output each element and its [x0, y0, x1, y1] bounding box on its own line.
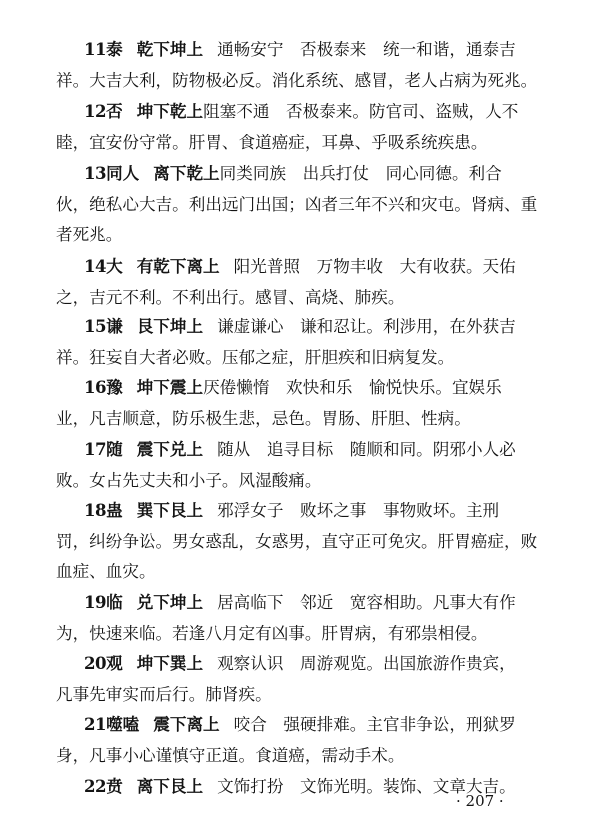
trigram-composition: 有乾下离上 [136, 256, 220, 276]
entry-first-line [84, 251, 540, 283]
hexagram-name: 蛊 [106, 500, 123, 520]
hexagram-entry-14 [56, 251, 540, 313]
entry-text-rest: 凡事先审实而后行。肺肾疾。 [56, 684, 272, 704]
entry-text-rest: 祥。大吉大利，防物极必反。消化系统、感冒，老人占病为死兆。 [56, 70, 538, 90]
hexagram-name: 泰 [106, 39, 123, 59]
entry-first-line [84, 34, 540, 66]
entry-first-line [84, 434, 540, 466]
hexagram-entry-15 [56, 311, 540, 373]
hexagram-entry-19 [56, 587, 540, 649]
entry-number: 11 [84, 39, 107, 59]
trigram-composition: 离下艮上 [136, 776, 204, 796]
entry-text-rest: 罚，纠纷争讼。男女惑乱，女惑男，直守正可免灾。肝胃癌症，败血症、血灾。 [56, 531, 538, 581]
hexagram-entry-20 [56, 648, 540, 710]
trigram-composition: 离下乾上 [153, 163, 220, 183]
hexagram-name: 豫 [106, 377, 123, 397]
trigram-composition: 震下离上 [153, 714, 220, 734]
entry-number: 12 [84, 101, 107, 121]
hexagram-name: 随 [106, 439, 123, 459]
entry-first-line [84, 495, 540, 527]
entry-text-first: 通畅安宁 否极泰来 统一和谐，通泰吉 [217, 40, 516, 59]
entry-number: 21 [84, 714, 107, 734]
hexagram-name: 谦 [106, 316, 123, 336]
trigram-composition: 坤下乾上 [136, 101, 204, 121]
entry-number: 14 [84, 256, 107, 276]
hexagram-name: 贲 [106, 776, 123, 796]
entry-text-rest: 睦，宜安份守常。肝胃、食道癌症，耳鼻、乎吸系统疾患。 [56, 132, 488, 152]
trigram-composition: 乾下坤上 [136, 39, 204, 59]
entry-text-rest: 身，凡事小心谨慎守正道。食道癌，需动手术。 [56, 745, 405, 765]
entry-first-line [84, 648, 540, 680]
entry-first-line [84, 96, 540, 128]
trigram-composition: 艮下坤上 [136, 316, 204, 336]
entry-text-rest: 败。女占先丈夫和小子。风湿酸痛。 [56, 470, 322, 490]
entry-text-rest: 伙，绝私心大吉。利出远门出国；凶者三年不兴和灾屯。肾病、重者死兆。 [56, 194, 538, 244]
entry-first-line [84, 158, 540, 190]
hexagram-entry-12 [56, 96, 540, 158]
entry-text-rest: 为，快速来临。若逢八月定有凶事。肝胃病，有邪祟相侵。 [56, 623, 488, 643]
entry-text-first: 阻塞不通 否极泰来。防官司、盗贼，人不 [203, 102, 519, 121]
trigram-composition: 震下兑上 [136, 439, 204, 459]
entry-text-rest: 之，吉元不利。不利出行。感冒、高烧、肺疾。 [56, 287, 405, 307]
trigram-composition: 坤下巽上 [136, 653, 204, 673]
hexagram-name: 同人 [106, 163, 140, 183]
entry-first-line [84, 587, 540, 619]
hexagram-entry-11 [56, 34, 540, 96]
entry-text-first: 谦虚谦心 谦和忍让。利涉用，在外获吉 [217, 317, 516, 336]
hexagram-name: 大 [106, 256, 123, 276]
hexagram-entry-16 [56, 372, 540, 434]
hexagram-name: 噬嗑 [106, 714, 140, 734]
entry-text-rest: 祥。狂妄自大者必败。压郁之症，肝胆疾和旧病复发。 [56, 347, 455, 367]
hexagram-name: 临 [106, 592, 123, 612]
entry-first-line [84, 709, 540, 741]
entry-number: 22 [84, 776, 107, 796]
entry-text-first: 文饰打扮 文饰光明。装饰、文章大吉。 [217, 777, 516, 796]
entry-text-first: 居高临下 邻近 宽容相助。凡事大有作 [217, 593, 516, 612]
entry-first-line [84, 372, 540, 404]
hexagram-entry-13 [56, 158, 540, 251]
entry-number: 19 [84, 592, 107, 612]
entry-number: 17 [84, 439, 107, 459]
entry-first-line [84, 311, 540, 343]
entry-text-first: 观察认识 周游观览。出国旅游作贵宾， [217, 654, 516, 673]
entry-number: 20 [84, 653, 107, 673]
entry-number: 16 [84, 377, 107, 397]
hexagram-name: 观 [106, 653, 123, 673]
hexagram-entry-18 [56, 495, 540, 588]
hexagram-entry-17 [56, 434, 540, 496]
entry-text-first: 邪浮女子 败坏之事 事物败坏。主刑 [217, 501, 500, 520]
trigram-composition: 巽下艮上 [136, 500, 204, 520]
entry-text-first: 咬合 强硬排难。主官非争讼，刑狱罗 [233, 715, 516, 734]
entry-text-first: 厌倦懒惰 欢快和乐 愉悦快乐。宜娱乐 [203, 378, 502, 397]
hexagram-name: 否 [106, 101, 123, 121]
entry-number: 13 [84, 163, 107, 183]
entry-number: 15 [84, 316, 107, 336]
page-number: · 207 · [456, 792, 504, 810]
trigram-composition: 坤下震上 [136, 377, 204, 397]
hexagram-entry-21 [56, 709, 540, 771]
entry-text-rest: 业，凡吉顺意，防乐极生悲，忌色。胃肠、肝胆、性病。 [56, 408, 471, 428]
entry-number: 18 [84, 500, 107, 520]
entry-text-first: 阳光普照 万物丰收 大有收获。天佑 [233, 257, 516, 276]
entry-text-first: 随从 追寻目标 随顺和同。阴邪小人必 [217, 440, 516, 459]
entry-text-first: 同类同族 出兵打仗 同心同德。利合 [219, 164, 502, 183]
trigram-composition: 兑下坤上 [136, 592, 204, 612]
